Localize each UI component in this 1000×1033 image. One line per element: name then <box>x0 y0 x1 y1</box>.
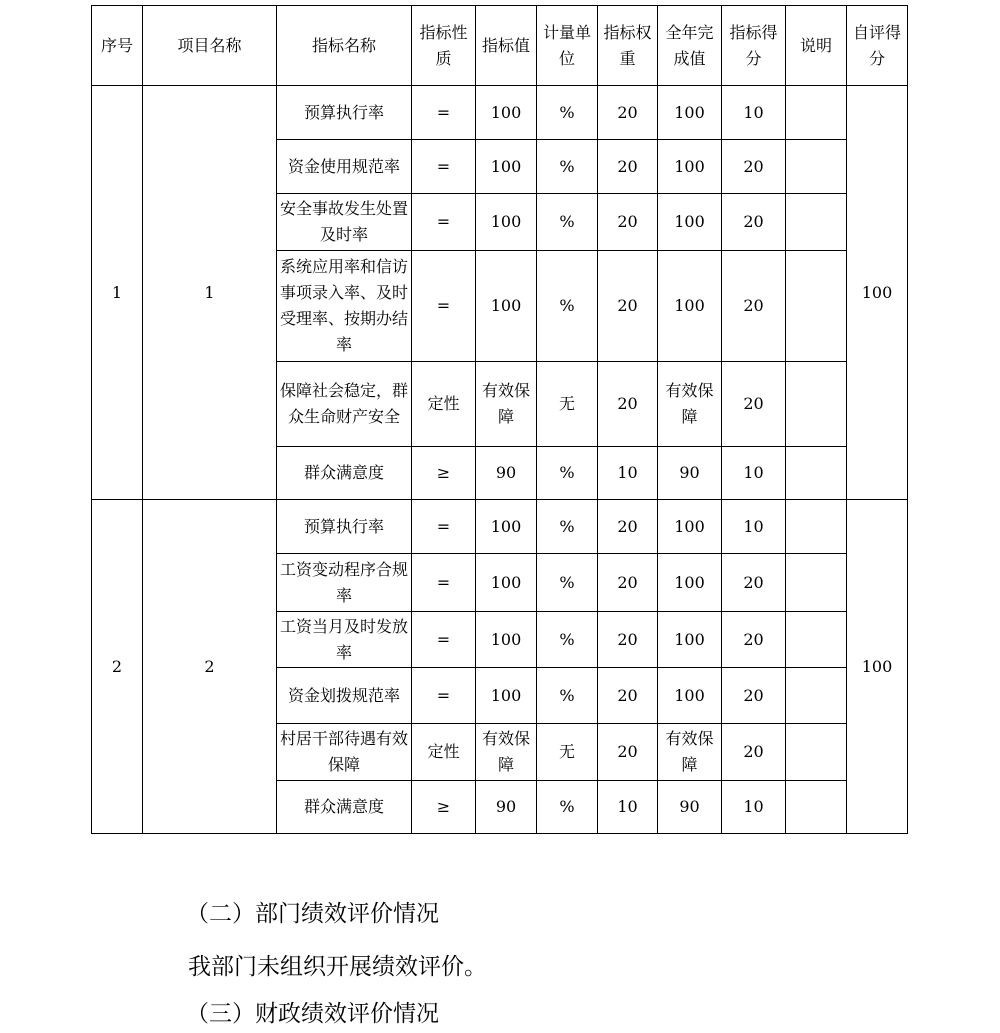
completed-cell: 100 <box>658 194 722 251</box>
score-cell: 10 <box>722 447 786 500</box>
weight-cell: 10 <box>598 781 658 834</box>
value-cell: 100 <box>476 554 537 612</box>
seq-cell: 2 <box>92 500 143 834</box>
unit-cell: 无 <box>537 362 598 447</box>
note-cell <box>786 724 847 781</box>
note-cell <box>786 194 847 251</box>
section-body-department-evaluation: 我部门未组织开展绩效评价。 <box>188 954 487 980</box>
note-cell <box>786 447 847 500</box>
indicator-name-cell: 安全事故发生处置及时率 <box>277 194 412 251</box>
nature-cell: = <box>412 140 476 194</box>
nature-cell: = <box>412 668 476 724</box>
indicator-name-cell: 保障社会稳定，群众生命财产安全 <box>277 362 412 447</box>
header-cell-score: 指标得分 <box>722 6 786 86</box>
value-cell: 有效保障 <box>476 362 537 447</box>
unit-cell: % <box>537 781 598 834</box>
value-cell: 有效保障 <box>476 724 537 781</box>
value-cell: 100 <box>476 668 537 724</box>
indicator-name-cell: 系统应用率和信访事项录入率、及时受理率、按期办结率 <box>277 251 412 362</box>
section-heading-department-evaluation: （二）部门绩效评价情况 <box>186 901 439 927</box>
nature-cell: ≥ <box>412 781 476 834</box>
completed-cell: 100 <box>658 86 722 140</box>
unit-cell: % <box>537 668 598 724</box>
header-cell-completed: 全年完成值 <box>658 6 722 86</box>
weight-cell: 10 <box>598 447 658 500</box>
score-cell: 20 <box>722 140 786 194</box>
performance-table <box>91 5 908 834</box>
table-row <box>92 500 908 554</box>
score-cell: 20 <box>722 668 786 724</box>
header-cell-nature: 指标性质 <box>412 6 476 86</box>
nature-cell: 定性 <box>412 362 476 447</box>
note-cell <box>786 251 847 362</box>
completed-cell: 有效保障 <box>658 362 722 447</box>
table-row <box>92 86 908 140</box>
score-cell: 20 <box>722 194 786 251</box>
header-cell-project: 项目名称 <box>143 6 277 86</box>
value-cell: 90 <box>476 781 537 834</box>
completed-cell: 100 <box>658 554 722 612</box>
nature-cell: = <box>412 554 476 612</box>
score-cell: 10 <box>722 781 786 834</box>
value-cell: 100 <box>476 140 537 194</box>
nature-cell: = <box>412 612 476 668</box>
header-cell-weight: 指标权重 <box>598 6 658 86</box>
indicator-name-cell: 资金使用规范率 <box>277 140 412 194</box>
header-cell-value: 指标值 <box>476 6 537 86</box>
value-cell: 100 <box>476 500 537 554</box>
note-cell <box>786 668 847 724</box>
completed-cell: 90 <box>658 781 722 834</box>
self-score-cell: 100 <box>847 86 908 500</box>
nature-cell: = <box>412 194 476 251</box>
completed-cell: 100 <box>658 140 722 194</box>
score-cell: 20 <box>722 251 786 362</box>
indicator-name-cell: 资金划拨规范率 <box>277 668 412 724</box>
score-cell: 20 <box>722 724 786 781</box>
note-cell <box>786 362 847 447</box>
completed-cell: 100 <box>658 612 722 668</box>
note-cell <box>786 612 847 668</box>
unit-cell: % <box>537 251 598 362</box>
indicator-name-cell: 群众满意度 <box>277 781 412 834</box>
completed-cell: 100 <box>658 668 722 724</box>
unit-cell: % <box>537 554 598 612</box>
unit-cell: % <box>537 194 598 251</box>
weight-cell: 20 <box>598 86 658 140</box>
nature-cell: = <box>412 86 476 140</box>
weight-cell: 20 <box>598 668 658 724</box>
score-cell: 10 <box>722 86 786 140</box>
unit-cell: % <box>537 140 598 194</box>
unit-cell: % <box>537 612 598 668</box>
indicator-name-cell: 工资当月及时发放率 <box>277 612 412 668</box>
score-cell: 20 <box>722 362 786 447</box>
header-cell-self-score: 自评得分 <box>847 6 908 86</box>
header-cell-indicator-name: 指标名称 <box>277 6 412 86</box>
indicator-name-cell: 工资变动程序合规率 <box>277 554 412 612</box>
value-cell: 100 <box>476 194 537 251</box>
unit-cell: % <box>537 500 598 554</box>
weight-cell: 20 <box>598 612 658 668</box>
weight-cell: 20 <box>598 140 658 194</box>
score-cell: 20 <box>722 554 786 612</box>
indicator-name-cell: 预算执行率 <box>277 500 412 554</box>
value-cell: 100 <box>476 612 537 668</box>
header-cell-seq: 序号 <box>92 6 143 86</box>
weight-cell: 20 <box>598 362 658 447</box>
indicator-name-cell: 预算执行率 <box>277 86 412 140</box>
indicator-name-cell: 群众满意度 <box>277 447 412 500</box>
self-score-cell: 100 <box>847 500 908 834</box>
weight-cell: 20 <box>598 251 658 362</box>
nature-cell: ≥ <box>412 447 476 500</box>
value-cell: 100 <box>476 86 537 140</box>
unit-cell: 无 <box>537 724 598 781</box>
seq-cell: 1 <box>92 86 143 500</box>
weight-cell: 20 <box>598 500 658 554</box>
value-cell: 90 <box>476 447 537 500</box>
project-cell: 1 <box>143 86 277 500</box>
note-cell <box>786 86 847 140</box>
note-cell <box>786 140 847 194</box>
nature-cell: = <box>412 251 476 362</box>
header-cell-note: 说明 <box>786 6 847 86</box>
completed-cell: 100 <box>658 500 722 554</box>
score-cell: 10 <box>722 500 786 554</box>
nature-cell: 定性 <box>412 724 476 781</box>
weight-cell: 20 <box>598 194 658 251</box>
completed-cell: 100 <box>658 251 722 362</box>
note-cell <box>786 500 847 554</box>
score-cell: 20 <box>722 612 786 668</box>
unit-cell: % <box>537 447 598 500</box>
completed-cell: 90 <box>658 447 722 500</box>
weight-cell: 20 <box>598 554 658 612</box>
project-cell: 2 <box>143 500 277 834</box>
unit-cell: % <box>537 86 598 140</box>
indicator-name-cell: 村居干部待遇有效保障 <box>277 724 412 781</box>
nature-cell: = <box>412 500 476 554</box>
completed-cell: 有效保障 <box>658 724 722 781</box>
note-cell <box>786 554 847 612</box>
weight-cell: 20 <box>598 724 658 781</box>
value-cell: 100 <box>476 251 537 362</box>
note-cell <box>786 781 847 834</box>
header-row <box>92 6 908 86</box>
header-cell-unit: 计量单位 <box>537 6 598 86</box>
section-heading-finance-evaluation: （三）财政绩效评价情况 <box>186 1001 439 1027</box>
